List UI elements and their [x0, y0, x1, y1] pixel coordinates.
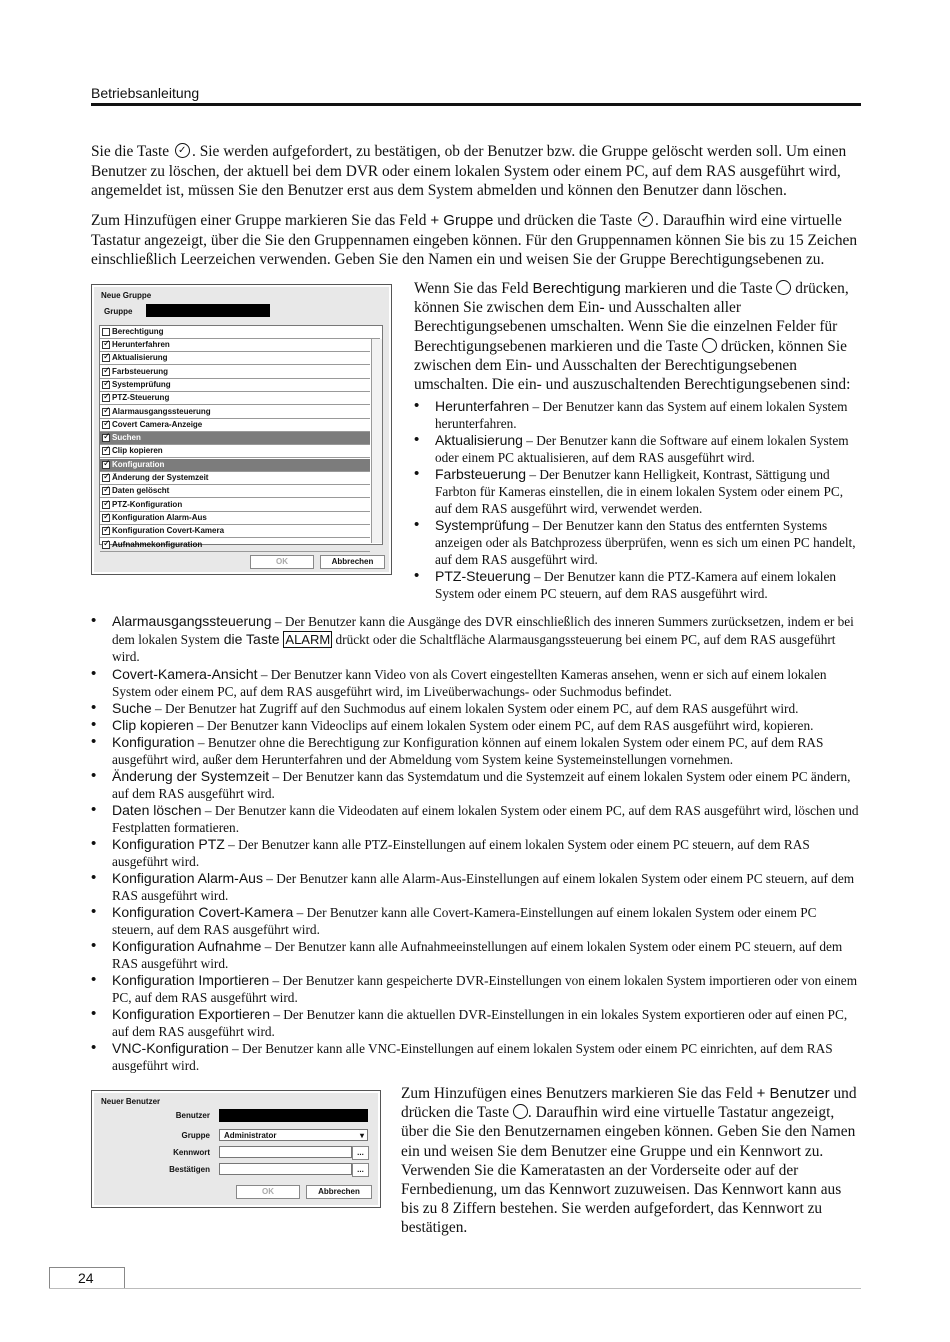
- permission-checkbox[interactable]: [102, 541, 110, 549]
- group-select[interactable]: Administrator ▾: [219, 1129, 368, 1141]
- permission-label: Clip kopieren: [112, 446, 163, 456]
- cancel-button[interactable]: Abbrechen: [306, 1185, 372, 1199]
- permission-row[interactable]: [100, 419, 370, 432]
- permission-row[interactable]: [100, 352, 370, 365]
- permission-checkbox[interactable]: [102, 461, 110, 469]
- permission-intro-paragraph: Wenn Sie das Feld Berechtigung markieren und die Taste drücken, können Sie zwischen dem Ein- und Ausschalten aller Berechtigungsebenen umschalten. Wenn Sie die einzelnen Felder für Berechtigungsebenen markieren und die Taste drücken, können Sie zwischen dem Ein- und Ausschalten der Berechtigungsebenen umschalten. Die ein- und auszuschaltenden Berechtigungsebenen sind:: [414, 280, 851, 394]
- permission-label: Suchen: [112, 433, 141, 443]
- permission-row[interactable]: [100, 432, 370, 445]
- list-item: • Herunterfahren – Der Benutzer kann das System auf einem lokalen System herunterfahren.: [414, 397, 848, 431]
- enter-button-icon: [175, 143, 190, 158]
- group-name-field[interactable]: [146, 304, 270, 317]
- permission-label: Covert Camera-Anzeige: [112, 419, 203, 429]
- permission-row[interactable]: [100, 512, 370, 525]
- user-name-field[interactable]: [219, 1109, 368, 1122]
- list-item: • Suche – Der Benutzer hat Zugriff auf den Suchmodus auf einem lokalen System oder einem PC, auf dem RAS ausgeführt wird.: [91, 699, 799, 716]
- permission-row[interactable]: [100, 339, 370, 352]
- list-item: • Konfiguration Aufnahme – Der Benutzer kann alle Aufnahmeeinstellungen auf einem lokalen System oder einem PC steuern, auf dem RAS ausgeführt wird.: [91, 937, 843, 971]
- password-keyboard-button[interactable]: ...: [352, 1146, 369, 1160]
- list-item: • Covert-Kamera-Ansicht – Der Benutzer kann Video von als Covert eingestellten Kameras ansehen, wenn er sich auf einem lokalen System oder einem PC, auf dem RAS ausgeführt wird, im Liveüberwachungs- oder Suchmodus befindet.: [91, 665, 827, 699]
- list-item: • Systemprüfung – Der Benutzer kann den Status des entfernten Systems anzeigen oder als Batchprozess überprüfen, wenn es sich um einen PC handelt, auf dem RAS ausgeführt wird.: [414, 516, 856, 567]
- list-item: • Konfiguration Alarm-Aus – Der Benutzer kann alle Alarm-Aus-Einstellungen auf einem lokalen System oder einem PC steuern, auf dem RAS ausgeführt wird.: [91, 869, 855, 903]
- header-rule: [91, 103, 861, 106]
- enter-button-icon: [513, 1104, 528, 1119]
- permission-label: Herunterfahren: [112, 340, 170, 349]
- list-item: • Clip kopieren – Der Benutzer kann Videoclips auf einem lokalen System oder einem PC, auf dem RAS ausgeführt wird, kopieren.: [91, 716, 814, 733]
- list-item: • Konfiguration PTZ – Der Benutzer kann alle PTZ-Einstellungen auf einem lokalen System oder einem PC steuern, auf dem RAS ausgeführt wird.: [91, 835, 810, 869]
- permission-row[interactable]: [100, 499, 370, 512]
- permission-row[interactable]: [100, 406, 370, 419]
- permission-row[interactable]: [100, 539, 370, 552]
- permission-row[interactable]: [100, 525, 370, 538]
- permission-checkbox[interactable]: [102, 527, 110, 535]
- ok-button[interactable]: OK: [250, 555, 314, 569]
- list-item: • Konfiguration Covert-Kamera – Der Benutzer kann alle Covert-Kamera-Einstellungen auf einem lokalen System oder einem PC steuern, auf dem RAS ausgeführt wird.: [91, 903, 817, 937]
- permission-checkbox[interactable]: [102, 354, 110, 362]
- permission-checkbox[interactable]: [102, 514, 110, 522]
- permission-row[interactable]: [100, 472, 370, 485]
- permission-checkbox[interactable]: [102, 394, 110, 402]
- permission-label: Systemprüfung: [112, 379, 171, 389]
- permission-row[interactable]: [100, 366, 370, 379]
- permission-checkbox[interactable]: [102, 381, 110, 389]
- password-label: Kennwort: [173, 1148, 210, 1157]
- dialog-title: Neue Gruppe: [101, 291, 152, 300]
- new-user-dialog: [91, 1090, 381, 1208]
- permission-label: Konfiguration: [112, 459, 165, 469]
- list-item: • Konfiguration Exportieren – Der Benutzer kann die aktuellen DVR-Einstellungen in ein lokales System exportieren oder auf einen PC, auf dem RAS ausgeführt wird.: [91, 1005, 848, 1039]
- enter-button-icon: [776, 280, 791, 295]
- permission-label: PTZ-Steuerung: [112, 393, 170, 403]
- permission-checkbox[interactable]: [102, 341, 110, 349]
- list-item: • Farbsteuerung – Der Benutzer kann Helligkeit, Kontrast, Sättigung und Farbton für Kameras einstellen, die in einem lokalen System oder einem PC, auf dem RAS ausgeführt wird, verwendet werden.: [414, 465, 844, 516]
- enter-button-icon: [702, 338, 717, 353]
- dialog-title: Neuer Benutzer: [101, 1097, 161, 1106]
- list-item: • Alarmausgangssteuerung – Der Benutzer kann die Ausgänge des DVR einschließlich des inneren Summers zurücksetzen, indem er bei dem lokalen System die Taste ALARM drückt oder die Schaltfläche Alarmausgangssteuerung bei einem PC, auf dem RAS ausgeführt wird.: [91, 612, 854, 664]
- footer-rule: [49, 1288, 861, 1289]
- permission-checkbox[interactable]: [102, 487, 110, 495]
- list-item: • Änderung der Systemzeit – Der Benutzer kann das Systemdatum und die Systemzeit auf einem lokalen System oder einem PC ändern, auf dem RAS ausgeführt wird.: [91, 767, 851, 801]
- permission-checkbox[interactable]: [102, 421, 110, 429]
- permission-checkbox[interactable]: [102, 368, 110, 376]
- permission-checkbox[interactable]: [102, 501, 110, 509]
- permission-row[interactable]: [100, 485, 370, 498]
- permission-checkbox[interactable]: [102, 434, 110, 442]
- list-item: • Konfiguration – Benutzer ohne die Berechtigung zur Konfiguration können auf einem lokalen System oder einem PC, auf dem RAS ausgeführt wird, außer dem Herunterfahren und der Abmeldung vom System keine Systemeinstellungen vornehmen.: [91, 733, 824, 767]
- intro-paragraph-2: Zum Hinzufügen einer Gruppe markieren Sie das Feld + Gruppe und drücken die Taste ✓ . Daraufhin wird eine virtuelle Tastatur angezeigt, über die Sie den Gruppennamen eingeben können. Für den Gruppennamen können Sie bis zu 15 Zeichen einschließlich Leerzeichen verwenden. Geben Sie den Namen ein und weisen Sie der Gruppe Berechtigungsebenen zu.: [91, 211, 861, 270]
- permission-label: Aufnahmekonfiguration: [112, 539, 203, 549]
- permission-checkbox[interactable]: [102, 408, 110, 416]
- permission-list: [99, 325, 383, 549]
- running-header: Betriebsanleitung: [91, 85, 200, 101]
- permission-row[interactable]: [100, 445, 370, 458]
- permission-row[interactable]: [100, 379, 370, 392]
- user-label: Benutzer: [175, 1111, 210, 1120]
- list-item: • Konfiguration Importieren – Der Benutzer kann gespeicherte DVR-Einstellungen von einem lokalen System importieren oder von einem PC, auf dem RAS ausgeführt wird.: [91, 971, 858, 1005]
- permission-checkbox[interactable]: [102, 447, 110, 455]
- all-permissions-checkbox[interactable]: [102, 328, 110, 336]
- group-label: Gruppe: [104, 307, 133, 316]
- permission-label: Aktualisierung: [112, 353, 168, 363]
- list-item: • PTZ-Steuerung – Der Benutzer kann die PTZ-Kamera auf einem lokalen System oder einem PC steuern, auf dem RAS ausgeführt wird.: [414, 567, 837, 601]
- ok-button[interactable]: OK: [236, 1185, 300, 1199]
- confirm-keyboard-button[interactable]: ...: [352, 1163, 369, 1177]
- permission-checkbox[interactable]: [102, 474, 110, 482]
- permission-row[interactable]: [100, 392, 370, 405]
- list-item: • VNC-Konfiguration – Der Benutzer kann alle VNC-Einstellungen auf einem lokalen System oder einem PC einrichten, auf dem RAS ausgeführt wird.: [91, 1039, 833, 1073]
- add-user-paragraph: Zum Hinzufügen eines Benutzers markieren Sie das Feld + Benutzer und drücken die Taste . Daraufhin wird eine virtuelle Tastatur angezeigt, über die Sie den Benutzernamen eingeben können. Geben Sie den Namen ein und weisen Sie dem Benutzer eine Gruppe und ein Kennwort zu. Verwenden Sie die Kameratasten an der Vorderseite oder auf der Fernbedienung, um das Kennwort zuzuweisen. Das Kennwort kann aus bis zu 8 Ziffern bestehen. Sie werden aufgefordert, das Kennwort zu bestätigen.: [401, 1085, 857, 1237]
- intro-paragraph-1: Sie die Taste ✓ . Sie werden aufgefordert, zu bestätigen, ob der Benutzer bzw. die Gruppe gelöscht werden soll. Um einen Benutzer zu löschen, der aktuell bei dem DVR oder einem lokalen System oder einem PC, auf dem RAS ausgeführt wird, angemeldet ist, müssen Sie den Benutzer erst aus dem System abmelden und können den Benutzer dann löschen.: [91, 142, 861, 201]
- scrollbar[interactable]: [371, 339, 382, 543]
- permission-label: Alarmausgangssteuerung: [112, 406, 211, 416]
- password-field[interactable]: [219, 1146, 352, 1158]
- group-label: Gruppe: [181, 1131, 210, 1140]
- permission-header-row[interactable]: Berechtigung: [100, 326, 380, 339]
- permission-label: Farbsteuerung: [112, 366, 169, 376]
- permission-label: Konfiguration Covert-Kamera: [112, 526, 225, 536]
- alarm-key: ALARM: [285, 631, 331, 647]
- enter-button-icon: [638, 212, 653, 227]
- list-item: • Daten löschen – Der Benutzer kann die Videodaten auf einem lokalen System oder einem PC, auf dem RAS ausgeführt wird, löschen und Festplatten formatieren.: [91, 801, 859, 835]
- permission-label: Konfiguration Alarm-Aus: [112, 512, 207, 522]
- new-group-dialog: [91, 284, 392, 575]
- chevron-down-icon: ▾: [359, 1131, 364, 1140]
- permission-label: PTZ-Konfiguration: [112, 499, 183, 509]
- permission-label: Änderung der Systemzeit: [112, 473, 209, 482]
- page-number: 24: [78, 1270, 94, 1286]
- confirm-label: Bestätigen: [169, 1165, 210, 1174]
- permission-label: Daten gelöscht: [112, 486, 170, 496]
- permission-row[interactable]: [100, 459, 370, 472]
- confirm-password-field[interactable]: [219, 1163, 352, 1175]
- cancel-button[interactable]: Abbrechen: [320, 555, 385, 569]
- list-item: • Aktualisierung – Der Benutzer kann die Software auf einem lokalen System oder einem PC aktualisieren, auf dem RAS ausgeführt wird.: [414, 431, 849, 465]
